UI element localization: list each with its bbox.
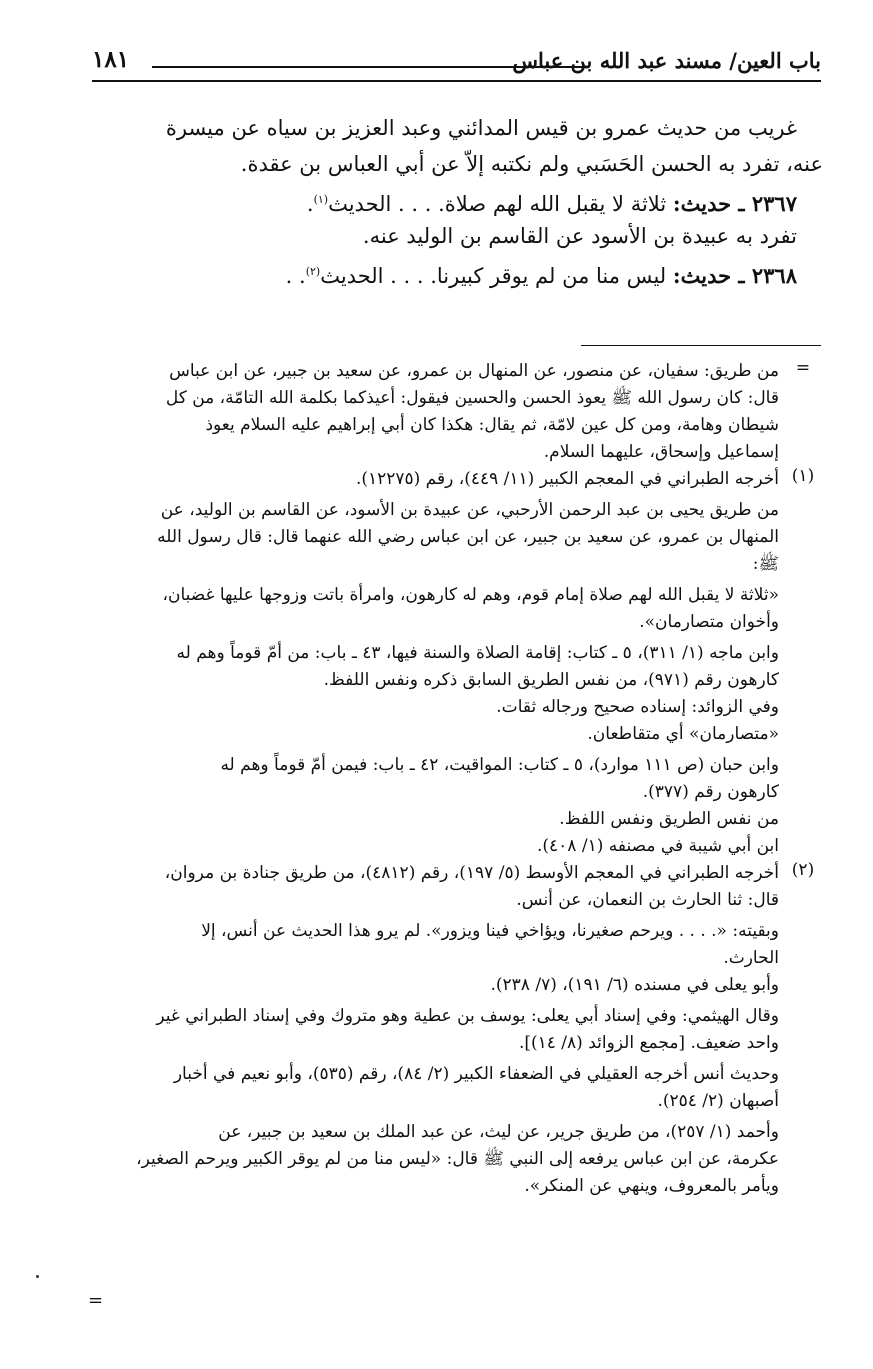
footnote-line: المنهال بن عمرو، عن سعيد بن جبير، عن ابن عباس رضي الله عنهما قال: قال رسول الله [157,527,779,547]
footnote-line: وأبو يعلى في مسنده (٦/ ١٩١)، (٧/ ٢٣٨). [490,975,779,995]
entry-end: . [306,192,314,216]
footnote-2 [92,860,823,1200]
footnote-body [92,860,779,914]
footnote-line: قال: ثنا الحارث بن النعمان، عن أنس. [516,890,779,910]
footnote-body [92,752,779,806]
speck [36,1275,39,1278]
footnote-ref: (١) [313,193,329,206]
footnote-body [92,1061,779,1115]
footnote-line: وفي الزوائد: إسناده صحيح ورجاله ثقات. [496,697,779,717]
footnote-line: وقال الهيثمي: وفي إسناد أبي يعلى: يوسف بن عطية وهو متروك وفي إسناد الطبراني غير [156,1006,779,1026]
footnote-line: إسماعيل وإسحاق، عليهما السلام. [543,442,779,462]
footnote-line: ﷺ: [752,554,779,574]
footnote-body [92,640,779,694]
footnote-1 [92,466,823,860]
footnote-body [92,466,779,493]
footnote-line: شيطان وهامة، ومن كل عين لامّة، ثم يقال: هكذا كان أبي إبراهيم عليه السلام يعوذ [205,415,779,435]
header-rule [152,66,583,68]
footnote-line: أصبهان (٢/ ٢٥٤). [657,1091,779,1111]
hadith-entry [92,182,823,218]
footnote-line: وابن ماجه (١/ ٣١١)، ٥ ـ كتاب: إقامة الصلاة والسنة فيها، ٤٣ ـ باب: من أمّ قوماً وهم له [176,643,779,663]
footnote-line: كارهون رقم (٩٧١)، من نفس الطريق السابق ذكره ونفس اللفظ. [323,670,779,690]
footnote-line: «ثلاثة لا يقبل الله لهم صلاة إمام قوم، وهم له كارهون، وامرأة باتت وزوجها عليها غضبان، [162,585,779,605]
entry-number: ٢٣٦٨ ـ حديث: [672,263,797,288]
hadith-entry [92,254,823,290]
entry-text: ثلاثة لا يقبل الله لهم صلاة. . . . الحديث [328,192,667,216]
footnote-line: ابن أبي شيبة في مصنفه (١/ ٤٠٨). [536,836,779,856]
footnote-body [92,497,779,578]
footnote-line: كارهون رقم (٣٧٧). [642,782,779,802]
footnote-body [92,806,779,833]
footnote-body [92,721,779,748]
footnote-line: وحديث أنس أخرجه العقيلي في الضعفاء الكبير (٢/ ٨٤)، رقم (٥٣٥)، وأبو نعيم في أخبار [173,1064,779,1084]
page-number: ١٨١ [92,46,130,73]
footnote-line: قال: كان رسول الله ﷺ يعوذ الحسن والحسين فيقول: أعيذكما بكلمة الله التامّة، من كل [165,388,779,408]
footnote-line: وبقيته: «. . . . ويرحم صغيرنا، ويؤاخي فينا ويزور». لم يرو هذا الحديث عن أنس، إلا [201,921,779,941]
footnote-separator [581,345,821,346]
footnote-ref: (٢) [305,265,321,278]
footnote-number: (٢) [791,860,815,880]
entry-number: ٢٣٦٧ ـ حديث: [672,191,797,216]
entry-end: . . [285,264,306,288]
footnote-body [92,1119,779,1200]
footnote-body [92,972,779,999]
footnote-line: أخرجه الطبراني في المعجم الأوسط (٥/ ١٩٧)، رقم (٤٨١٢)، من طريق جنادة بن مروان، [164,863,779,883]
footnotes [92,358,823,1200]
header-underline [92,80,821,82]
running-header [92,42,821,82]
footnote-body [92,358,779,466]
footnote-body [92,833,779,860]
main-text [92,110,823,290]
footnote-continued [92,358,823,466]
footnote-body [92,918,779,972]
main-line: تفرد به عبيدة بن الأسود عن القاسم بن الوليد عنه. [362,224,797,248]
footnote-line: من طريق: سفيان، عن منصور، عن المنهال بن عمرو، عن سعيد بن جبير، عن ابن عباس [169,361,779,381]
entry-text: ليس منا من لم يوقر كبيرنا. . . . الحديث [320,264,667,288]
continuation-mark: = [795,358,811,378]
footnote-body [92,1003,779,1057]
continuation-mark: = [88,1290,104,1311]
footnote-line: من نفس الطريق ونفس اللفظ. [559,809,779,829]
main-line: عنه، تفرد به الحسن الحَسَبي ولم نكتبه إلاّ عن أبي العباس بن عقدة. [240,152,823,176]
footnote-line: واحد ضعيف. [مجمع الزوائد (٨/ ١٤)]. [518,1033,779,1053]
chapter-title: باب العين/ مسند عبد الله بن عباس [512,48,821,73]
main-line: غريب من حديث عمرو بن قيس المدائني وعبد العزيز بن سياه عن ميسرة [165,116,797,140]
footnote-line: ويأمر بالمعروف، وينهي عن المنكر». [524,1176,779,1196]
footnote-number: (١) [791,466,815,486]
footnote-line: «متصارمان» أي متقاطعان. [587,724,779,744]
footnote-body [92,694,779,721]
footnote-line: الحارث. [723,948,779,968]
footnote-body [92,582,779,636]
footnote-line: وابن حبان (ص ١١١ موارد)، ٥ ـ كتاب: المواقيت، ٤٢ ـ باب: فيمن أمّ قوماً وهم له [220,755,779,775]
footnote-line: من طريق يحيى بن عبد الرحمن الأرحبي، عن عبيدة بن الأسود، عن القاسم بن الوليد، عن [160,500,779,520]
footnote-line: وأحمد (١/ ٢٥٧)، من طريق جرير، عن ليث، عن عبد الملك بن سعيد بن جبير، عن [218,1122,779,1142]
footnote-line: عكرمة، عن ابن عباس يرفعه إلى النبي ﷺ قال: «ليس منا من لم يوقر الكبير ويرحم الصغير، [136,1149,779,1169]
footnote-line: أخرجه الطبراني في المعجم الكبير (١١/ ٤٤٩)، رقم (١٢٢٧٥). [355,469,779,489]
footnote-line: وأخوان متصارمان». [639,612,779,632]
